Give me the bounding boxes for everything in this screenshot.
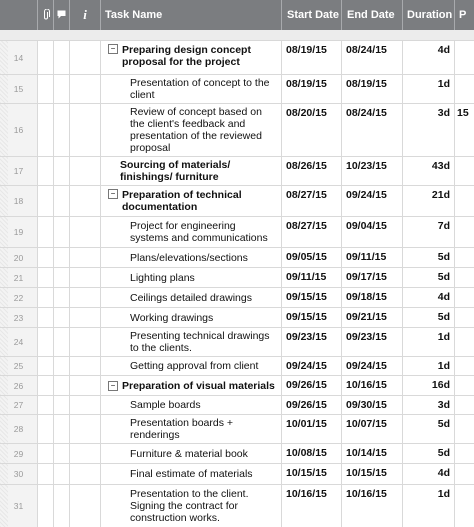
duration[interactable]: 5d — [403, 415, 455, 443]
row-number: 16 — [0, 104, 38, 156]
task-name[interactable]: Presentation of concept to the client — [130, 77, 270, 101]
task-name[interactable]: Presenting technical drawings to the clients. — [130, 330, 270, 354]
end-date[interactable]: 10/16/15 — [342, 376, 403, 395]
duration[interactable]: 21d — [403, 186, 455, 216]
predecessors[interactable] — [455, 248, 474, 267]
header-spacer-row — [0, 30, 474, 41]
task-name[interactable]: Presentation to the client. Signing the contract for construction works. — [130, 488, 249, 524]
start-date[interactable]: 09/26/15 — [282, 376, 342, 395]
duration[interactable]: 3d — [403, 104, 455, 156]
end-date[interactable]: 09/23/15 — [342, 328, 403, 356]
predecessors[interactable] — [455, 308, 474, 327]
predecessors[interactable] — [455, 328, 474, 356]
row-number: 25 — [0, 357, 38, 375]
end-date[interactable]: 09/17/15 — [342, 268, 403, 287]
table-row[interactable] — [0, 157, 474, 186]
attachment-icon[interactable] — [38, 0, 54, 30]
predecessors[interactable] — [455, 415, 474, 443]
start-date[interactable]: 09/15/15 — [282, 308, 342, 327]
table-row[interactable] — [0, 41, 474, 75]
duration[interactable]: 1d — [403, 357, 455, 375]
table-row[interactable] — [0, 396, 474, 415]
table-row[interactable] — [0, 464, 474, 485]
task-name[interactable]: Preparation of visual materials — [122, 379, 275, 392]
start-date[interactable]: 08/19/15 — [282, 41, 342, 74]
start-date-header[interactable]: Start Date — [282, 0, 342, 30]
column-header-bar — [0, 0, 474, 30]
predecessors[interactable] — [455, 41, 474, 74]
start-date[interactable]: 10/15/15 — [282, 464, 342, 484]
start-date[interactable]: 08/19/15 — [282, 75, 342, 103]
end-date[interactable]: 09/21/15 — [342, 308, 403, 327]
row-number: 17 — [0, 157, 38, 185]
row-number: 31 — [0, 485, 38, 527]
predecessors[interactable] — [455, 444, 474, 463]
predecessors[interactable] — [455, 396, 474, 414]
end-date[interactable]: 09/04/15 — [342, 217, 403, 247]
row-number: 30 — [0, 464, 38, 484]
start-date[interactable]: 10/16/15 — [282, 485, 342, 527]
start-date[interactable]: 09/05/15 — [282, 248, 342, 267]
row-number: 29 — [0, 444, 38, 463]
start-date[interactable]: 09/23/15 — [282, 328, 342, 356]
end-date[interactable]: 10/23/15 — [342, 157, 403, 185]
row-number: 14 — [0, 41, 38, 74]
duration[interactable]: 43d — [403, 157, 455, 185]
predecessors-header[interactable]: P — [459, 9, 467, 21]
task-name[interactable]: Project for engineering systems and communications — [130, 220, 268, 244]
task-name[interactable]: Preparing design concept proposal for the project — [122, 44, 251, 68]
end-date[interactable]: 09/24/15 — [342, 357, 403, 375]
end-date[interactable]: 10/16/15 — [342, 485, 403, 527]
row-number: 27 — [0, 396, 38, 414]
row-number: 26 — [0, 376, 38, 395]
end-date[interactable]: 10/14/15 — [342, 444, 403, 463]
start-date[interactable]: 09/26/15 — [282, 396, 342, 414]
end-date[interactable]: 09/24/15 — [342, 186, 403, 216]
end-date[interactable]: 09/30/15 — [342, 396, 403, 414]
start-date[interactable]: 09/24/15 — [282, 357, 342, 375]
task-name[interactable]: Sourcing of materials/ finishings/ furniture — [120, 159, 231, 183]
info-icon[interactable]: i — [70, 0, 101, 30]
start-date[interactable]: 08/27/15 — [282, 186, 342, 216]
table-row[interactable] — [0, 248, 474, 268]
row-number-header — [0, 0, 38, 30]
task-name[interactable]: Preparation of technical documentation — [122, 189, 242, 213]
table-row[interactable] — [0, 75, 474, 104]
task-name[interactable]: Working drawings — [130, 311, 214, 324]
collapse-toggle-icon[interactable]: − — [108, 189, 118, 199]
row-number: 18 — [0, 186, 38, 216]
duration[interactable]: 5d — [403, 248, 455, 267]
duration-header[interactable]: Duration — [403, 0, 455, 30]
task-name[interactable]: Furniture & material book — [130, 447, 248, 460]
task-name[interactable]: Presentation boards + renderings — [130, 417, 234, 441]
row-number: 22 — [0, 288, 38, 307]
duration[interactable]: 1d — [403, 328, 455, 356]
collapse-toggle-icon[interactable]: − — [108, 381, 118, 391]
predecessors[interactable] — [455, 376, 474, 395]
duration[interactable]: 5d — [403, 444, 455, 463]
table-row[interactable] — [0, 288, 474, 308]
table-row[interactable] — [0, 268, 474, 288]
end-date[interactable]: 10/15/15 — [342, 464, 403, 484]
table-row[interactable] — [0, 328, 474, 357]
predecessors[interactable] — [455, 157, 474, 185]
start-date[interactable]: 08/20/15 — [282, 104, 342, 156]
task-name[interactable]: Final estimate of materials — [130, 468, 253, 480]
row-number: 21 — [0, 268, 38, 287]
row-number: 15 — [0, 75, 38, 103]
start-date[interactable]: 08/27/15 — [282, 217, 342, 247]
duration[interactable]: 1d — [403, 75, 455, 103]
table-row[interactable] — [0, 308, 474, 328]
predecessors[interactable] — [455, 357, 474, 375]
task-name[interactable]: Review of concept based on the client's feedback and presentation of the reviewed proposal — [130, 106, 262, 154]
end-date[interactable]: 09/18/15 — [342, 288, 403, 307]
predecessors[interactable] — [455, 464, 474, 484]
start-date[interactable]: 10/01/15 — [282, 415, 342, 443]
duration[interactable]: 5d — [403, 268, 455, 287]
predecessors[interactable] — [455, 217, 474, 247]
duration[interactable]: 1d — [403, 485, 455, 527]
duration[interactable]: 4d — [403, 288, 455, 307]
row-number: 24 — [0, 328, 38, 356]
table-row[interactable] — [0, 186, 474, 217]
end-date[interactable]: 08/24/15 — [342, 104, 403, 156]
duration[interactable]: 5d — [403, 308, 455, 327]
end-date[interactable]: 08/19/15 — [342, 75, 403, 103]
comment-icon[interactable] — [54, 0, 70, 30]
table-row[interactable] — [0, 376, 474, 396]
start-date[interactable]: 08/26/15 — [282, 157, 342, 185]
row-number: 20 — [0, 248, 38, 267]
duration[interactable]: 16d — [403, 376, 455, 395]
table-row[interactable] — [0, 357, 474, 376]
task-name-header[interactable]: Task Name — [101, 0, 282, 30]
end-date[interactable]: 10/07/15 — [342, 415, 403, 443]
row-number: 19 — [0, 217, 38, 247]
row-number: 23 — [0, 308, 38, 327]
table-row[interactable] — [0, 444, 474, 464]
table-row[interactable] — [0, 415, 474, 444]
task-name[interactable]: Ceilings detailed drawings — [130, 291, 252, 304]
duration[interactable]: 4d — [403, 464, 455, 484]
task-name[interactable]: Getting approval from client — [130, 360, 259, 372]
table-row[interactable] — [0, 485, 474, 527]
start-date[interactable]: 10/08/15 — [282, 444, 342, 463]
duration[interactable]: 4d — [403, 41, 455, 74]
predecessors[interactable] — [455, 186, 474, 216]
table-row[interactable] — [0, 104, 474, 157]
table-row[interactable] — [0, 217, 474, 248]
predecessors[interactable] — [455, 268, 474, 287]
task-name[interactable]: Sample boards — [130, 399, 201, 411]
end-date-header[interactable]: End Date — [342, 0, 403, 30]
duration[interactable]: 7d — [403, 217, 455, 247]
predecessors[interactable] — [455, 485, 474, 527]
row-number: 28 — [0, 415, 38, 443]
predecessors[interactable] — [455, 75, 474, 103]
start-date[interactable]: 09/15/15 — [282, 288, 342, 307]
duration[interactable]: 3d — [403, 396, 455, 414]
end-date[interactable]: 08/24/15 — [342, 41, 403, 74]
task-name[interactable]: Plans/elevations/sections — [130, 251, 248, 264]
collapse-toggle-icon[interactable]: − — [108, 44, 118, 54]
predecessors[interactable]: 15 — [457, 107, 469, 119]
end-date[interactable]: 09/11/15 — [342, 248, 403, 267]
start-date[interactable]: 09/11/15 — [282, 268, 342, 287]
task-name[interactable]: Lighting plans — [130, 271, 195, 284]
predecessors[interactable] — [455, 288, 474, 307]
